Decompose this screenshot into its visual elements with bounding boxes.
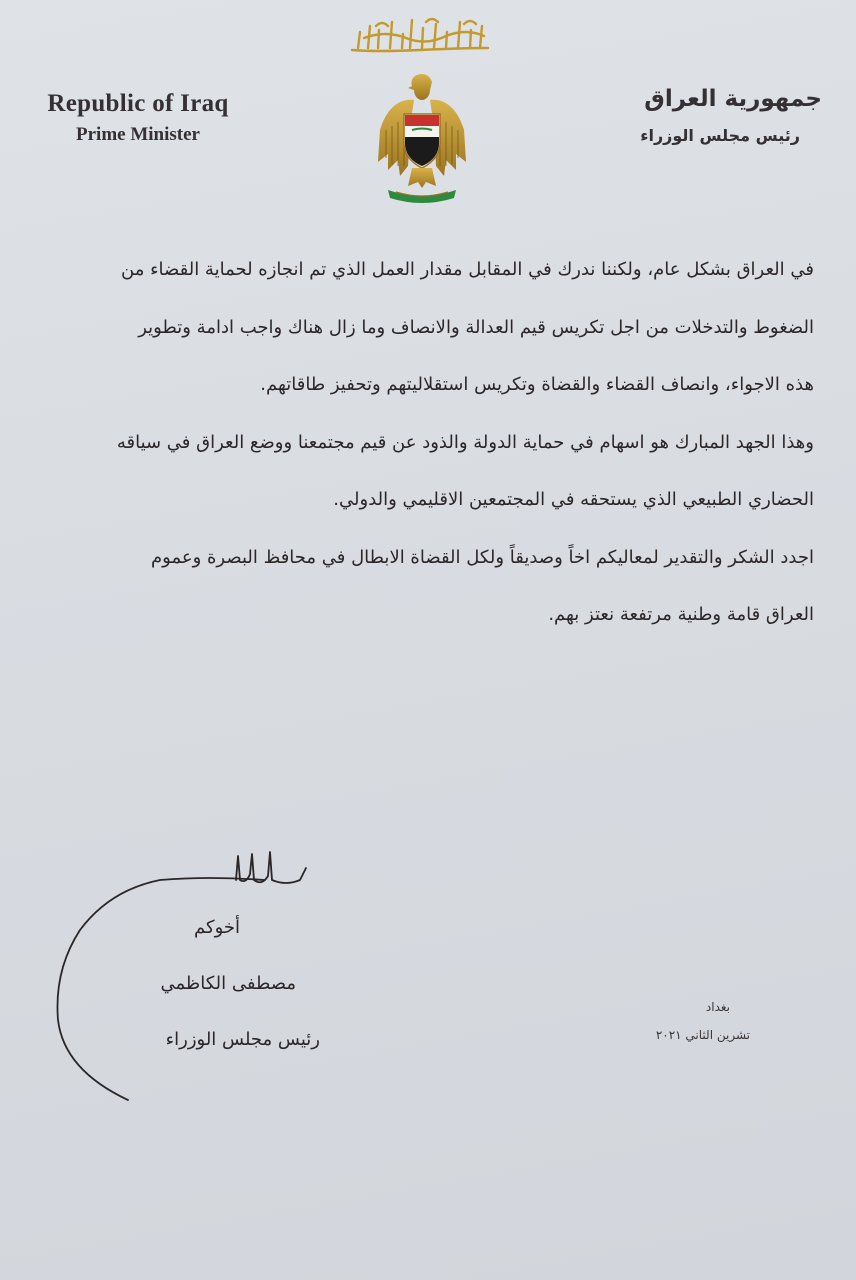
- salutation: أخوكم: [194, 917, 240, 938]
- eagle-emblem-icon: [374, 70, 470, 204]
- letter-line: العراق قامة وطنية مرتفعة نعتز بهم.: [548, 604, 814, 625]
- letter-line: الحضاري الطبيعي الذي يستحقه في المجتمعين الاقليمي والدولي.: [333, 489, 814, 510]
- prime-minister-title-en: Prime Minister: [76, 124, 200, 145]
- letter-line: في العراق بشكل عام، ولكننا ندرك في المقابل مقدار العمل الذي تم انجازه لحماية القضاء من: [121, 259, 814, 280]
- letter-line: هذه الاجواء، وانصاف القضاء والقضاة وتكريس استقلاليتهم وتحفيز طاقاتهم.: [260, 374, 814, 395]
- header-english: [20, 90, 256, 146]
- signatory-title: رئيس مجلس الوزراء: [165, 1029, 320, 1050]
- letter-line: الضغوط والتدخلات من اجل تكريس قيم العدالة والانصاف وما زال هناك واجب ادامة وتطوير: [138, 316, 814, 338]
- signatory-name: مصطفى الكاظمي: [160, 973, 296, 994]
- letter-line: وهذا الجهد المبارك هو اسهام في حماية الدولة والذود عن قيم مجتمعنا ووضع العراق في سياقه: [116, 431, 814, 453]
- republic-title-en: Republic of Iraq: [47, 90, 229, 117]
- letter-body: [44, 246, 814, 649]
- closing-block: [80, 908, 320, 1076]
- prime-minister-title-ar: رئيس مجلس الوزراء: [640, 126, 800, 145]
- place-city: بغداد: [705, 1000, 730, 1014]
- header-arabic: [572, 86, 822, 145]
- letter-line: اجدد الشكر والتقدير لمعاليكم اخاً وصديقاً ولكل القضاة الابطال في محافظ البصرة وعموم: [151, 546, 814, 568]
- basmala-calligraphy-icon: [346, 12, 494, 60]
- letter-date: تشرين الثاني ٢٠٢١: [655, 1028, 750, 1042]
- republic-title-ar: جمهورية العراق: [644, 86, 822, 112]
- place-date-block: [630, 1000, 750, 1042]
